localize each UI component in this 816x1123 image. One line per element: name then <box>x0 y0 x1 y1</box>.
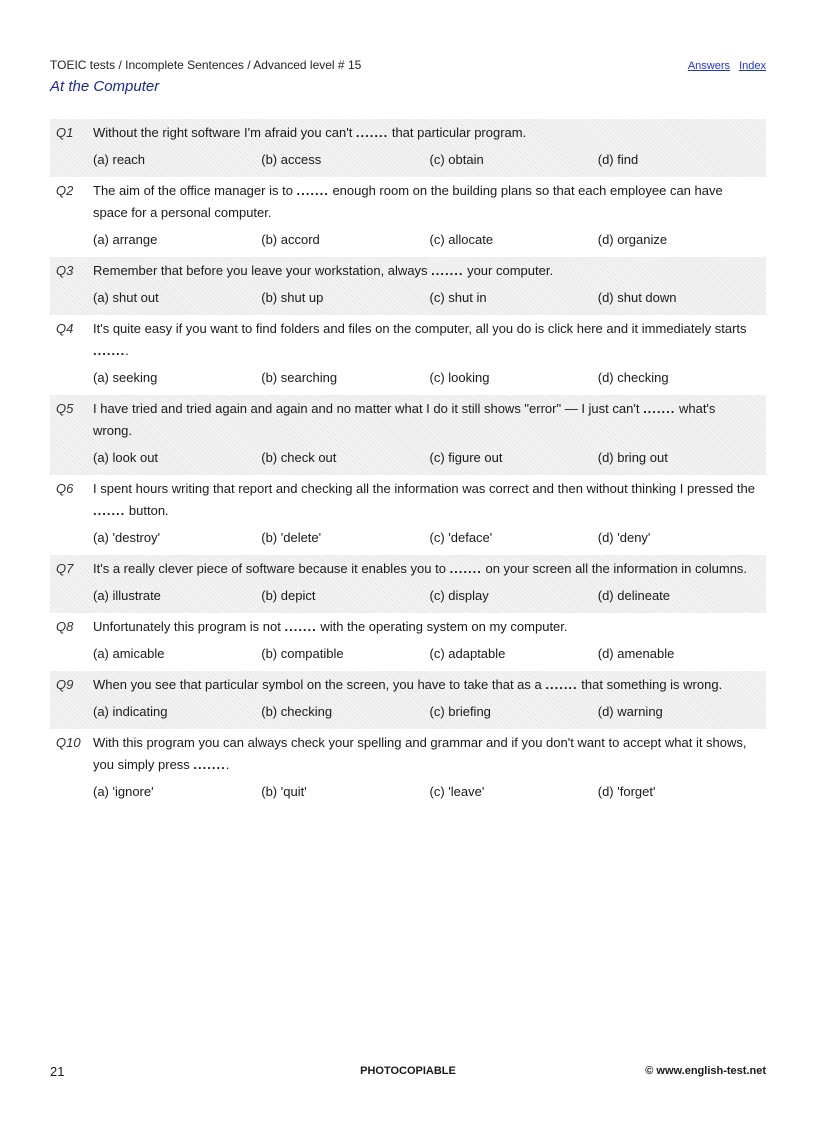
index-link[interactable]: Index <box>739 60 766 72</box>
question-number: Q2 <box>56 183 74 198</box>
question-q10 <box>50 729 766 809</box>
options <box>93 367 766 389</box>
option-c[interactable]: (c) adaptable <box>429 646 506 661</box>
option-a[interactable]: (a) amicable <box>93 646 165 661</box>
question-q1 <box>50 119 766 177</box>
option-d[interactable]: (d) 'deny' <box>597 530 651 545</box>
option-a[interactable]: (a) look out <box>93 450 159 465</box>
question-list <box>50 119 766 809</box>
option-c[interactable]: (c) 'deface' <box>429 530 493 545</box>
blank: ....... <box>545 677 578 692</box>
question-q7 <box>50 555 766 613</box>
option-a[interactable]: (a) reach <box>93 152 146 167</box>
options <box>93 287 766 309</box>
question-q4 <box>50 315 766 395</box>
option-b[interactable]: (b) access <box>261 152 322 167</box>
option-d[interactable]: (d) 'forget' <box>597 784 656 799</box>
options <box>93 229 766 251</box>
option-d[interactable]: (d) bring out <box>597 450 668 465</box>
breadcrumb: TOEIC tests / Incomplete Sentences / Advanced level # 15 <box>50 58 362 72</box>
question-text: I spent hours writing that report and checking all the information was correct and then without thinking I pressed the ....... button. <box>93 481 755 518</box>
question-number: Q3 <box>56 263 74 278</box>
options <box>93 643 766 665</box>
page-number: 21 <box>50 1064 65 1079</box>
question-text: Remember that before you leave your workstation, always ....... your computer. <box>93 263 554 278</box>
question-number: Q5 <box>56 401 74 416</box>
blank: ....... <box>355 125 389 140</box>
option-c[interactable]: (c) figure out <box>429 450 503 465</box>
question-q9 <box>50 671 766 729</box>
question-q3 <box>50 257 766 315</box>
question-text: The aim of the office manager is to ....... enough room on the building plans so that each employee can have space for a personal computer. <box>93 183 723 220</box>
option-b[interactable]: (b) checking <box>261 704 333 719</box>
blank: ....... <box>93 343 126 358</box>
option-b[interactable]: (b) 'delete' <box>261 530 322 545</box>
blank: ....... <box>449 561 482 576</box>
page-header <box>50 58 766 95</box>
option-d[interactable]: (d) warning <box>597 704 663 719</box>
option-d[interactable]: (d) find <box>597 152 639 167</box>
option-d[interactable]: (d) amenable <box>597 646 675 661</box>
question-text: When you see that particular symbol on the screen, you have to take that as a ....... that something is wrong. <box>93 677 723 692</box>
option-c[interactable]: (c) looking <box>429 370 490 385</box>
options <box>93 527 766 549</box>
question-q5 <box>50 395 766 475</box>
question-q6 <box>50 475 766 555</box>
option-a[interactable]: (a) 'ignore' <box>93 784 154 799</box>
options <box>93 701 766 723</box>
question-text: I have tried and tried again and again and no matter what I do it still shows "error" — I just can't ....... what's wrong. <box>93 401 716 438</box>
option-b[interactable]: (b) 'quit' <box>261 784 307 799</box>
page-title: At the Computer <box>50 78 160 95</box>
question-text: It's quite easy if you want to find folders and files on the computer, all you do is click here and it immediately starts ........ <box>93 321 747 358</box>
option-c[interactable]: (c) 'leave' <box>429 784 485 799</box>
option-b[interactable]: (b) searching <box>261 370 338 385</box>
option-a[interactable]: (a) seeking <box>93 370 158 385</box>
question-number: Q1 <box>56 125 74 140</box>
options <box>93 447 766 469</box>
question-number: Q4 <box>56 321 74 336</box>
blank: ....... <box>284 619 317 634</box>
question-number: Q8 <box>56 619 74 634</box>
options <box>93 585 766 607</box>
option-d[interactable]: (d) checking <box>597 370 669 385</box>
blank: ....... <box>193 757 226 772</box>
option-d[interactable]: (d) shut down <box>597 290 677 305</box>
question-text: Without the right software I'm afraid you can't ....... that particular program. <box>93 125 527 140</box>
option-d[interactable]: (d) delineate <box>597 588 671 603</box>
option-a[interactable]: (a) illustrate <box>93 588 161 603</box>
option-a[interactable]: (a) 'destroy' <box>93 530 161 545</box>
answers-link[interactable]: Answers <box>687 60 731 72</box>
question-text: It's a really clever piece of software because it enables you to ....... on your screen all the information in columns. <box>93 561 748 576</box>
blank: ....... <box>643 401 676 416</box>
option-c[interactable]: (c) briefing <box>429 704 491 719</box>
option-a[interactable]: (a) shut out <box>93 290 159 305</box>
option-b[interactable]: (b) compatible <box>261 646 344 661</box>
blank: ....... <box>431 263 464 278</box>
option-b[interactable]: (b) shut up <box>261 290 324 305</box>
options <box>93 781 766 803</box>
question-q2 <box>50 177 766 257</box>
question-text: Unfortunately this program is not ....... with the operating system on my computer. <box>93 619 568 634</box>
option-c[interactable]: (c) shut in <box>429 290 487 305</box>
option-b[interactable]: (b) accord <box>261 232 320 247</box>
option-b[interactable]: (b) check out <box>261 450 337 465</box>
question-text: With this program you can always check your spelling and grammar and if you don't want to accept what it shows, you simply press ........ <box>93 735 747 772</box>
option-a[interactable]: (a) indicating <box>93 704 168 719</box>
question-number: Q6 <box>56 481 74 496</box>
option-a[interactable]: (a) arrange <box>93 232 158 247</box>
question-number: Q9 <box>56 677 74 692</box>
option-b[interactable]: (b) depict <box>261 588 316 603</box>
option-c[interactable]: (c) allocate <box>429 232 494 247</box>
header-links <box>682 60 766 72</box>
question-number: Q7 <box>56 561 74 576</box>
option-c[interactable]: (c) display <box>429 588 489 603</box>
option-d[interactable]: (d) organize <box>597 232 668 247</box>
blank: ....... <box>93 503 126 518</box>
photocopiable-label: PHOTOCOPIABLE <box>360 1065 456 1077</box>
options <box>93 149 766 171</box>
option-c[interactable]: (c) obtain <box>429 152 484 167</box>
question-number: Q10 <box>56 735 81 750</box>
copyright: © www.english-test.net <box>645 1065 766 1077</box>
blank: ....... <box>296 183 329 198</box>
question-q8 <box>50 613 766 671</box>
